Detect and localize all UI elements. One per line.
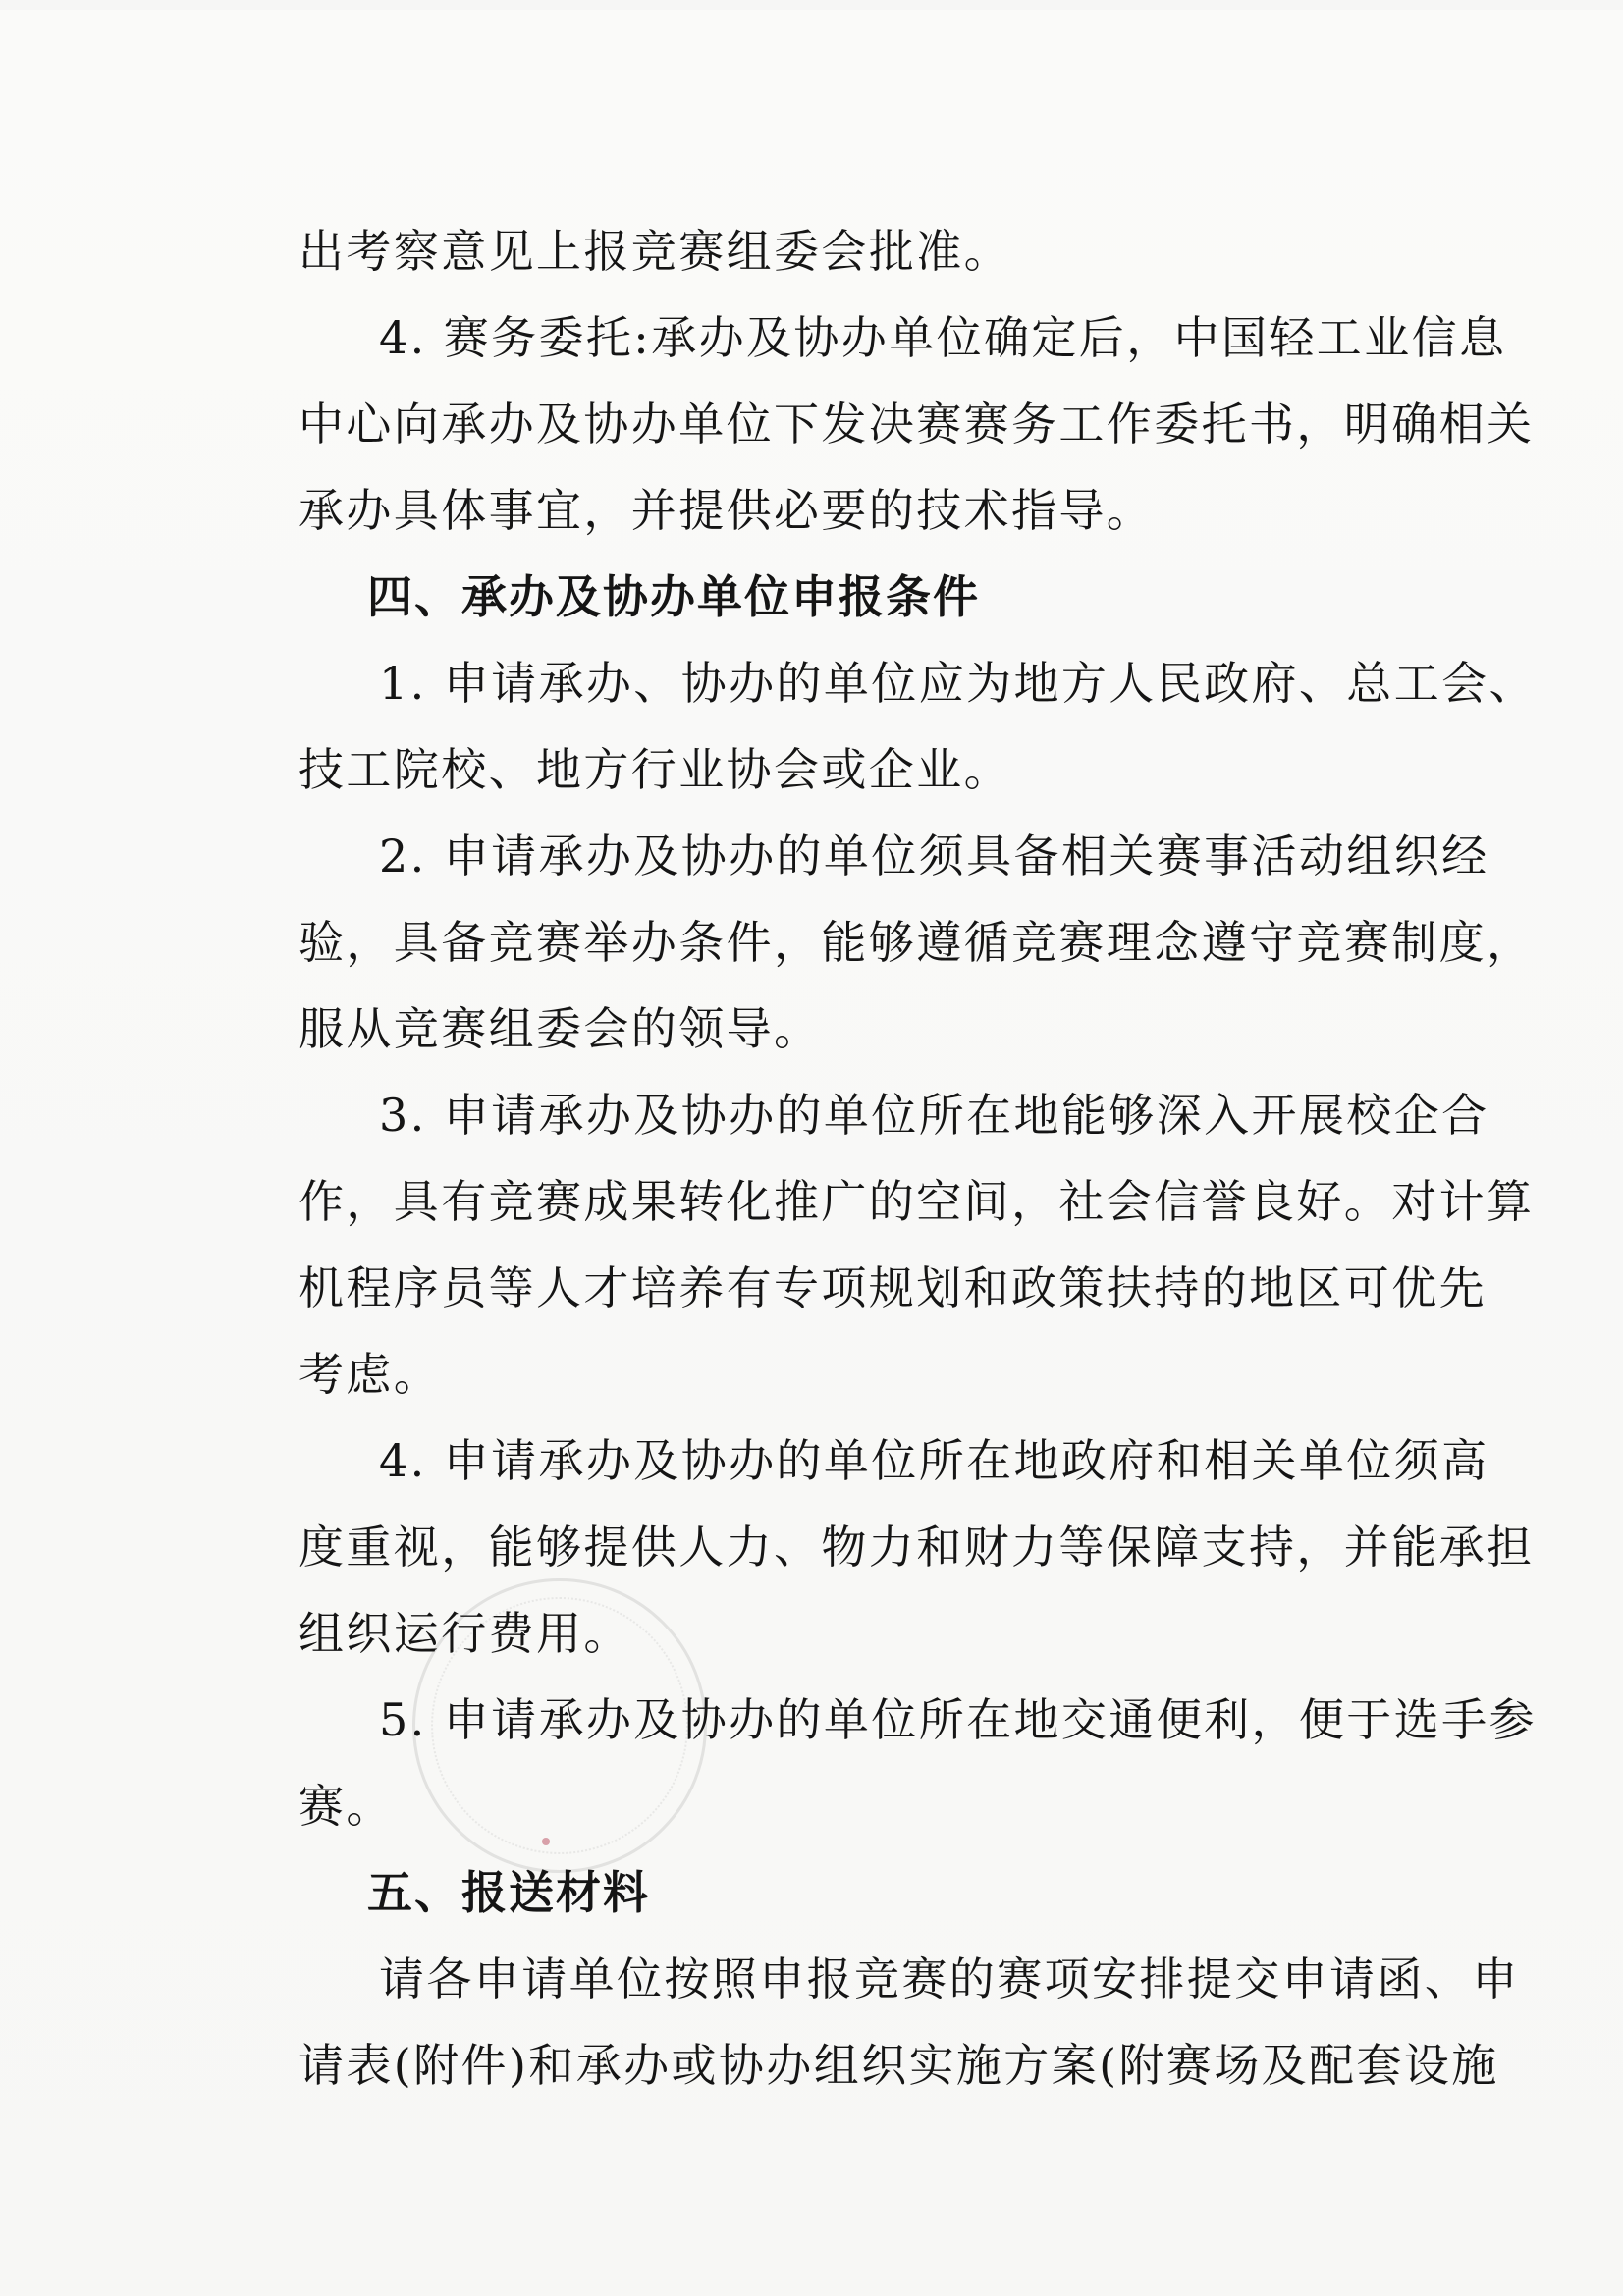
item-1-line: 1. 申请承办、协办的单位应为地方人民政府、总工会、 — [379, 657, 1537, 710]
body-line: 服从竞赛组委会的领导。 — [298, 1002, 822, 1055]
section-heading-5: 五、报送材料 — [367, 1866, 650, 1919]
scan-edge — [0, 0, 1623, 10]
item-4-line: 4. 申请承办及协办的单位所在地政府和相关单位须高 — [379, 1434, 1489, 1487]
item-5-line: 5. 申请承办及协办的单位所在地交通便利，便于选手参 — [379, 1693, 1537, 1746]
body-line: 考虑。 — [298, 1348, 442, 1401]
body-line: 机程序员等人才培养有专项规划和政策扶持的地区可优先 — [298, 1261, 1487, 1314]
materials-line: 请各申请单位按照申报竞赛的赛项安排提交申请函、申 — [379, 1952, 1520, 2005]
body-line: 组织运行费用。 — [298, 1607, 631, 1660]
body-line: 度重视，能够提供人力、物力和财力等保障支持，并能承担 — [298, 1521, 1535, 1574]
body-line: 赛。 — [298, 1780, 394, 1833]
body-line: 技工院校、地方行业协会或企业。 — [298, 743, 1011, 796]
body-line: 请表(附件)和承办或协办组织实施方案(附赛场及配套设施 — [298, 2039, 1499, 2092]
body-line: 验，具备竞赛举办条件，能够遵循竞赛理念遵守竞赛制度， — [298, 916, 1535, 969]
body-line: 承办具体事宜，并提供必要的技术指导。 — [298, 484, 1155, 537]
item-3-line: 3. 申请承办及协办的单位所在地能够深入开展校企合 — [379, 1089, 1489, 1142]
body-line: 中心向承办及协办单位下发决赛赛务工作委托书，明确相关 — [298, 398, 1535, 451]
body-line: 作，具有竞赛成果转化推广的空间，社会信誉良好。对计算 — [298, 1175, 1535, 1228]
document-body — [298, 208, 1537, 2109]
item-2-line: 2. 申请承办及协办的单位须具备相关赛事活动组织经 — [379, 829, 1489, 882]
body-line: 出考察意见上报竞赛组委会批准。 — [298, 225, 1011, 278]
item-4-line: 4. 赛务委托:承办及协办单位确定后，中国轻工业信息 — [379, 311, 1507, 364]
section-heading-4: 四、承办及协办单位申报条件 — [367, 570, 980, 623]
